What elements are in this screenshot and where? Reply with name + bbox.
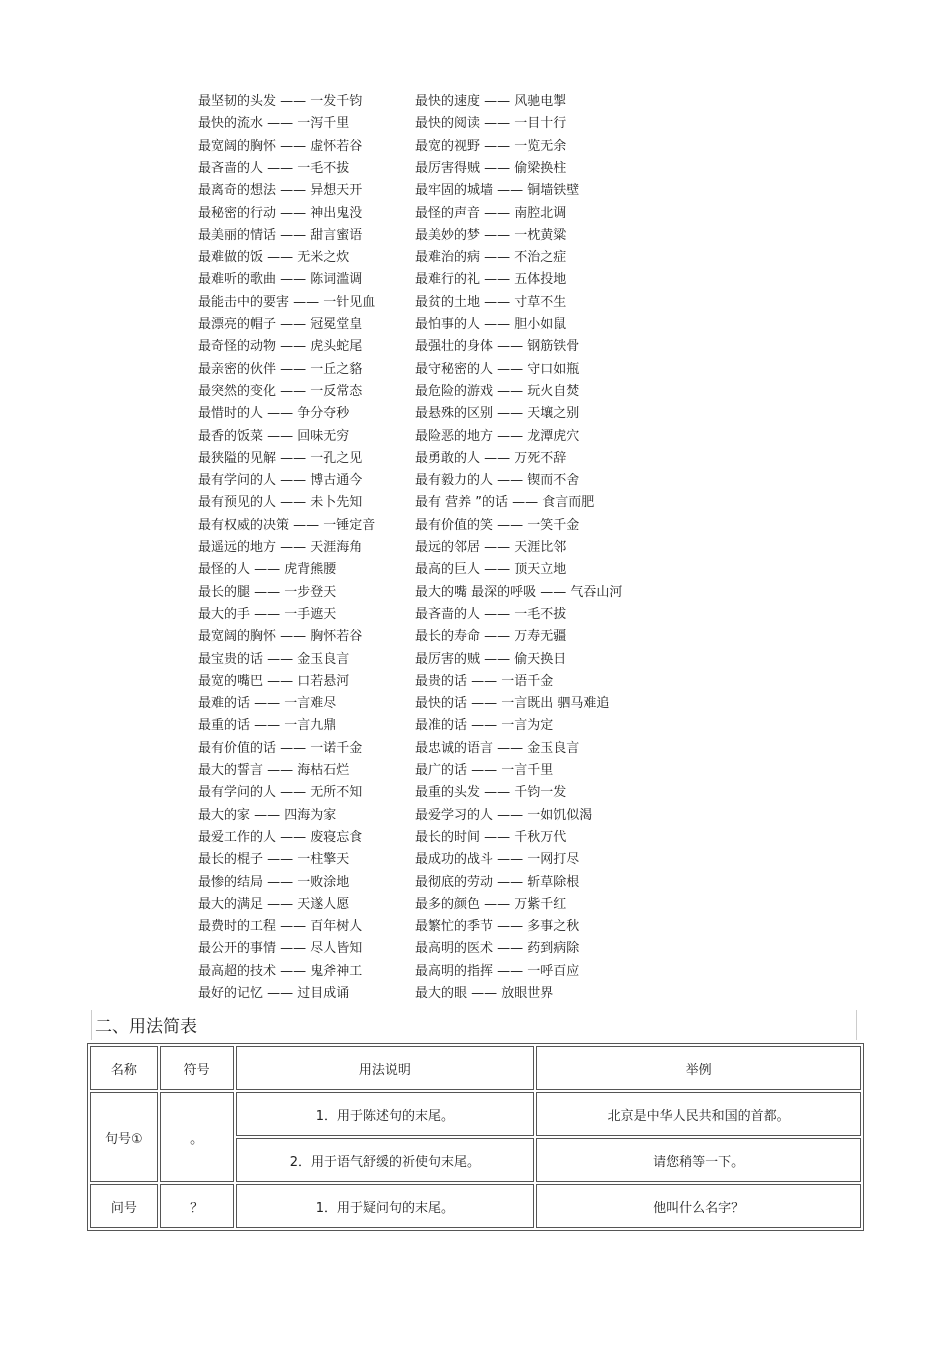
list-item <box>0 671 950 693</box>
list-item <box>0 448 950 470</box>
idiom-right: 最长的时间 —— 千秋万代 <box>415 829 567 845</box>
idiom-left: 最有价值的话 —— 一诺千金 <box>198 740 363 756</box>
idiom-left: 最美丽的情话 —— 甜言蜜语 <box>198 227 363 243</box>
list-item <box>0 961 950 983</box>
list-item <box>0 381 950 403</box>
idiom-left: 最重的话 —— 一言九鼎 <box>198 718 337 734</box>
idiom-right: 最爱学习的人 —— 一如饥似渴 <box>415 807 593 823</box>
idiom-right: 最有 营养 ”的话 —— 食言而肥 <box>415 495 595 511</box>
idiom-left: 最难听的歌曲 —— 陈词滥调 <box>198 272 363 288</box>
idiom-right: 最繁忙的季节 —— 多事之秋 <box>415 919 580 935</box>
idiom-left: 最大的誓言 —— 海枯石烂 <box>198 763 350 778</box>
list-item <box>0 203 950 225</box>
idiom-right: 最险恶的地方 —— 龙潭虎穴 <box>415 428 580 444</box>
period-usage-2: 2．用于语气舒缓的祈使句末尾。 <box>236 1138 535 1182</box>
idiom-right: 最牢固的城墙 —— 铜墙铁壁 <box>415 183 580 199</box>
list-item <box>0 805 950 827</box>
idiom-left: 最能击中的要害 —— 一针见血 <box>198 294 376 310</box>
idiom-right: 最成功的战斗 —— 一网打尽 <box>415 852 580 868</box>
idiom-left: 最大的手 —— 一手遮天 <box>198 606 337 622</box>
idiom-left: 最惜时的人 —— 争分夺秒 <box>198 406 350 422</box>
idiom-left: 最大的家 —— 四海为家 <box>198 807 337 823</box>
idiom-left: 最香的饭菜 —— 回味无穷 <box>198 428 350 444</box>
idiom-right: 最彻底的劳动 —— 斩草除根 <box>415 874 580 890</box>
idiom-right: 最厉害的贼 —— 偷天换日 <box>415 651 567 667</box>
idiom-right: 最怪的声音 —— 南腔北调 <box>415 205 567 221</box>
question-usage-1: 1．用于疑问句的末尾。 <box>236 1184 535 1228</box>
period-name-cell: 句号① <box>90 1092 158 1182</box>
list-item <box>0 515 950 537</box>
question-symbol-cell: ？ <box>160 1184 234 1228</box>
idiom-left: 最长的棍子 —— 一柱擎天 <box>198 852 350 868</box>
period-symbol-cell: 。 <box>160 1092 234 1182</box>
idiom-left: 最奇怪的动物 —— 虎头蛇尾 <box>198 339 363 355</box>
idiom-left: 最漂亮的帽子 —— 冠冕堂皇 <box>198 317 363 332</box>
list-item <box>0 269 950 291</box>
idiom-left: 最难的话 —— 一言难尽 <box>198 696 337 712</box>
idiom-left: 最坚韧的头发 —— 一发千钧 <box>198 94 363 109</box>
idiom-left: 最快的流水 —— 一泻千里 <box>198 116 350 132</box>
idiom-right: 最忠诚的语言 —— 金玉良言 <box>415 740 580 756</box>
idiom-right: 最难治的病 —— 不治之症 <box>415 250 567 266</box>
table-header-row <box>90 1046 861 1090</box>
list-item <box>0 626 950 648</box>
list-item <box>0 403 950 425</box>
section-rule-left <box>91 1010 92 1040</box>
idiom-right: 最高明的医术 —— 药到病除 <box>415 941 580 957</box>
idiom-right: 最重的头发 —— 千钧一发 <box>415 785 567 801</box>
idiom-left: 最有学问的人 —— 博古通今 <box>198 473 363 489</box>
idiom-left: 最有权威的决策 —— 一锤定音 <box>198 517 376 533</box>
idiom-right: 最强壮的身体 —— 钢筋铁骨 <box>415 339 580 355</box>
question-example-1: 他叫什么名字？ <box>536 1184 861 1228</box>
idiom-right: 最长的寿命 —— 万寿无疆 <box>415 629 567 645</box>
list-item <box>0 782 950 804</box>
table-row <box>90 1092 861 1136</box>
list-item <box>0 872 950 894</box>
list-item <box>0 314 950 336</box>
idiom-left: 最秘密的行动 —— 神出鬼没 <box>198 205 363 221</box>
list-item <box>0 426 950 448</box>
idiom-left: 最好的记忆 —— 过目成诵 <box>198 986 350 1001</box>
list-item <box>0 247 950 269</box>
idiom-right: 最悬殊的区别 —— 天壤之别 <box>415 406 580 422</box>
list-item <box>0 827 950 849</box>
list-item <box>0 537 950 559</box>
list-item <box>0 604 950 626</box>
list-item <box>0 158 950 180</box>
idiom-right: 最美妙的梦 —— 一枕黄粱 <box>415 227 567 243</box>
idiom-right: 最远的邻居 —— 天涯比邻 <box>415 540 567 555</box>
idiom-left: 最费时的工程 —— 百年树人 <box>198 919 363 935</box>
idiom-left: 最怪的人 —— 虎背熊腰 <box>198 562 337 578</box>
idiom-right: 最宽的视野 —— 一览无余 <box>415 138 567 154</box>
list-item <box>0 738 950 760</box>
list-item <box>0 113 950 135</box>
idiom-left: 最突然的变化 —— 一反常态 <box>198 383 363 399</box>
idiom-left: 最遥远的地方 —— 天涯海角 <box>198 540 363 555</box>
idiom-left: 最大的满足 —— 天遂人愿 <box>198 896 350 912</box>
idiom-left: 最宽阔的胸怀 —— 胸怀若谷 <box>198 629 363 645</box>
header-symbol: 符号 <box>160 1046 234 1090</box>
idiom-right: 最高的巨人 —— 顶天立地 <box>415 562 567 578</box>
list-item <box>0 180 950 202</box>
list-item <box>0 470 950 492</box>
list-item <box>0 492 950 514</box>
list-item <box>0 715 950 737</box>
idiom-left: 最宽的嘴巴 —— 口若悬河 <box>198 673 350 689</box>
section-title: 二、用法简表 <box>95 1017 197 1037</box>
idiom-left: 最爱工作的人 —— 废寝忘食 <box>198 829 363 845</box>
section-rule-right <box>856 1010 857 1040</box>
list-item <box>0 225 950 247</box>
idiom-left: 最惨的结局 —— 一败涂地 <box>198 874 350 890</box>
idiom-left: 最宝贵的话 —— 金玉良言 <box>198 651 350 667</box>
idiom-left: 最吝啬的人 —— 一毛不拔 <box>198 160 350 176</box>
list-item <box>0 849 950 871</box>
idiom-right: 最有毅力的人 —— 锲而不舍 <box>415 473 580 489</box>
idiom-right: 最危险的游戏 —— 玩火自焚 <box>415 383 580 399</box>
header-usage: 用法说明 <box>236 1046 535 1090</box>
list-item <box>0 292 950 314</box>
period-example-2: 请您稍等一下。 <box>536 1138 861 1182</box>
list-item <box>0 336 950 358</box>
period-usage-1: 1．用于陈述句的末尾。 <box>236 1092 535 1136</box>
list-item <box>0 91 950 113</box>
question-name-cell: 问号 <box>90 1184 158 1228</box>
idiom-left: 最难做的饭 —— 无米之炊 <box>198 250 350 266</box>
idiom-left: 最公开的事情 —— 尽人皆知 <box>198 941 363 957</box>
idiom-right: 最快的话 —— 一言既出 驷马难追 <box>415 696 610 712</box>
idiom-left: 最亲密的伙伴 —— 一丘之貉 <box>198 361 363 377</box>
list-item <box>0 136 950 158</box>
list-item <box>0 983 950 1005</box>
idiom-left: 最有学问的人 —— 无所不知 <box>198 785 363 801</box>
usage-table <box>87 1043 864 1231</box>
idiom-right: 最准的话 —— 一言为定 <box>415 718 554 734</box>
idiom-right: 最守秘密的人 —— 守口如瓶 <box>415 361 580 377</box>
list-item <box>0 760 950 782</box>
idiom-right: 最怕事的人 —— 胆小如鼠 <box>415 317 567 332</box>
idiom-right: 最有价值的笑 —— 一笑千金 <box>415 517 580 533</box>
list-item <box>0 559 950 581</box>
list-item <box>0 359 950 381</box>
list-item <box>0 938 950 960</box>
list-item <box>0 916 950 938</box>
idiom-left: 最有预见的人 —— 未卜先知 <box>198 495 363 511</box>
idiom-left: 最高超的技术 —— 鬼斧神工 <box>198 963 363 979</box>
period-example-1: 北京是中华人民共和国的首都。 <box>536 1092 861 1136</box>
idiom-right: 最高明的指挥 —— 一呼百应 <box>415 963 580 979</box>
idiom-left: 最狭隘的见解 —— 一孔之见 <box>198 450 363 466</box>
idiom-right: 最贵的话 —— 一语千金 <box>415 673 554 689</box>
idiom-left: 最离奇的想法 —— 异想天开 <box>198 183 363 199</box>
list-item <box>0 582 950 604</box>
idiom-right: 最多的颜色 —— 万紫千红 <box>415 896 567 912</box>
idiom-right: 最广的话 —— 一言千里 <box>415 763 554 778</box>
list-item <box>0 693 950 715</box>
table-row <box>90 1184 861 1228</box>
idiom-right: 最大的眼 —— 放眼世界 <box>415 986 554 1001</box>
list-item <box>0 649 950 671</box>
idiom-left: 最长的腿 —— 一步登天 <box>198 584 337 600</box>
header-example: 举例 <box>536 1046 861 1090</box>
idiom-right: 最大的嘴 最深的呼吸 —— 气吞山河 <box>415 584 623 600</box>
idiom-right: 最厉害得贼 —— 偷梁换柱 <box>415 160 567 176</box>
idiom-right: 最吝啬的人 —— 一毛不拔 <box>415 606 567 622</box>
list-item <box>0 894 950 916</box>
idiom-right: 最难行的礼 —— 五体投地 <box>415 272 567 288</box>
idiom-right: 最快的速度 —— 风驰电掣 <box>415 94 567 109</box>
idiom-right: 最贫的土地 —— 寸草不生 <box>415 294 567 310</box>
idiom-right: 最勇敢的人 —— 万死不辞 <box>415 450 567 466</box>
idiom-left: 最宽阔的胸怀 —— 虚怀若谷 <box>198 138 363 154</box>
idiom-right: 最快的阅读 —— 一目十行 <box>415 116 567 132</box>
header-name: 名称 <box>90 1046 158 1090</box>
